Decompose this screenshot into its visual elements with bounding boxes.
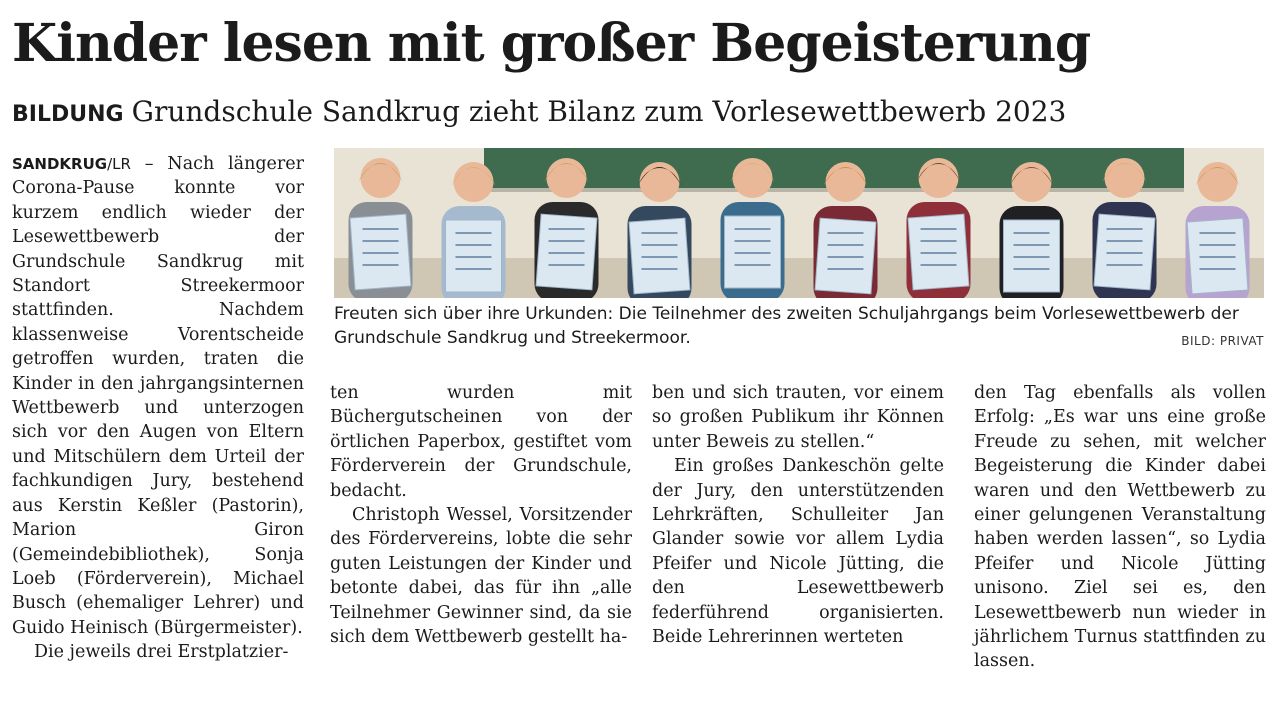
- certificate-line: [549, 240, 585, 242]
- certificate-line: [1014, 244, 1050, 246]
- paragraph: Christoph Wessel, Vorsitzender des Fördervereins, lobte die sehr guten Leistungen der Kinder und betonte dabei, das für ihn „alle Teilnehmer Gewinner sind, da sie sich dem Wettbewerb gestellt ha-: [330, 505, 632, 648]
- certificate-line: [642, 256, 678, 258]
- section-kicker: BILDUNG: [12, 102, 124, 127]
- certificate-line: [828, 268, 864, 270]
- certificate-line: [363, 252, 399, 254]
- paragraph: Ein großes Dankeschön gelte der Jury, den unterstützenden Lehrkräften, Schulleiter Jan Glander sowie vor allem Lydia Pfeifer und Nicole Jütting, die den Lesewettbewerb federführend organisierten. Beide Lehrerinnen werteten: [652, 456, 944, 648]
- certificate-line: [1107, 264, 1143, 266]
- paragraph-text: – Nach längerer Corona-Pause konnte vor kurzem endlich wieder der Lesewettbewerb der Grundschule Sandkrug mit Standort Streekermoor stattfinden. Nachdem klassenweise Vorentscheide getroffen wurden, traten die Kinder in den jahrgangsinternen Wettbewerb und unterzogen sich vor den Augen von Eltern und Mitschülern dem Urteil der fachkundigen Jury, bestehend aus Kerstin Keßler (Pastorin), Marion Giron (Gemeindebibliothek), Sonja Loeb (Förderverein), Michael Busch (ehemaliger Lehrer) und Guido Heinisch (Bürgermeister).: [12, 154, 304, 638]
- certificate-line: [363, 228, 399, 230]
- certificate-line: [549, 264, 585, 266]
- certificate-line: [921, 240, 957, 242]
- article-column-2: [330, 381, 632, 649]
- subheadline-text: Grundschule Sandkrug zieht Bilanz zum Vorlesewettbewerb 2023: [131, 95, 1067, 128]
- paragraph: ben und sich trauten, vor einem so großen Publikum ihr Können unter Beweis zu stellen.“: [652, 383, 944, 452]
- certificate-line: [1014, 268, 1050, 270]
- certificate-line: [1200, 244, 1236, 246]
- certificate-line: [363, 240, 399, 242]
- certificate-line: [456, 244, 492, 246]
- certificate-line: [1200, 256, 1236, 258]
- certificate-line: [549, 228, 585, 230]
- certificate-line: [456, 256, 492, 258]
- certificate-line: [828, 232, 864, 234]
- certificate-line: [363, 264, 399, 266]
- article-column-3: [652, 381, 944, 649]
- article-column-4: [974, 381, 1266, 674]
- certificate-line: [642, 244, 678, 246]
- dateline-agency: /LR: [107, 155, 131, 173]
- certificate-line: [1014, 232, 1050, 234]
- certificate-line: [456, 232, 492, 234]
- article-photo: [334, 148, 1264, 298]
- certificate-line: [1107, 240, 1143, 242]
- paragraph: Die jeweils drei Erstplatzier-: [34, 642, 289, 663]
- certificate-line: [1200, 232, 1236, 234]
- certificate-line: [735, 264, 771, 266]
- dateline-place: SANDKRUG: [12, 155, 108, 173]
- classroom-photo-illustration: [334, 148, 1264, 298]
- certificate-line: [456, 268, 492, 270]
- certificate-line: [735, 240, 771, 242]
- paragraph: ten wurden mit Büchergutscheinen von der örtlichen Paperbox, gestiftet vom Förderverein der Grundschule, bedacht.: [330, 383, 632, 501]
- certificate-line: [828, 244, 864, 246]
- certificate-line: [921, 264, 957, 266]
- certificate-line: [921, 252, 957, 254]
- certificate-line: [1014, 256, 1050, 258]
- certificate-line: [828, 256, 864, 258]
- certificate-line: [1107, 252, 1143, 254]
- dateline: [12, 155, 131, 173]
- certificate-line: [642, 268, 678, 270]
- certificate-line: [735, 228, 771, 230]
- certificate-line: [921, 228, 957, 230]
- certificate-line: [1107, 228, 1143, 230]
- certificate-line: [735, 252, 771, 254]
- certificate-line: [549, 252, 585, 254]
- paragraph: [12, 152, 304, 640]
- article-headline: Kinder lesen mit großer Begeisterung: [12, 13, 1091, 74]
- photo-credit: BILD: PRIVAT: [1181, 334, 1264, 348]
- certificate-line: [642, 232, 678, 234]
- paragraph: den Tag ebenfalls als vollen Erfolg: „Es war uns eine große Freude zu sehen, mit welcher Begeisterung die Kinder dabei waren und den Wettbewerb zu einer gelungenen Veranstaltung haben werden lassen“, so Lydia Pfeifer und Nicole Jütting unisono. Ziel sei es, den Lesewettbewerb nun wieder in jährlichem Turnus stattfinden zu lassen.: [974, 383, 1266, 672]
- certificate-line: [1200, 268, 1236, 270]
- article-column-1: [12, 152, 304, 665]
- photo-caption: Freuten sich über ihre Urkunden: Die Teilnehmer des zweiten Schuljahrgangs beim Vorlesewettbewerb der Grundschule Sandkrug und Streekermoor.: [334, 304, 1239, 348]
- article-subheadline: [12, 92, 1272, 135]
